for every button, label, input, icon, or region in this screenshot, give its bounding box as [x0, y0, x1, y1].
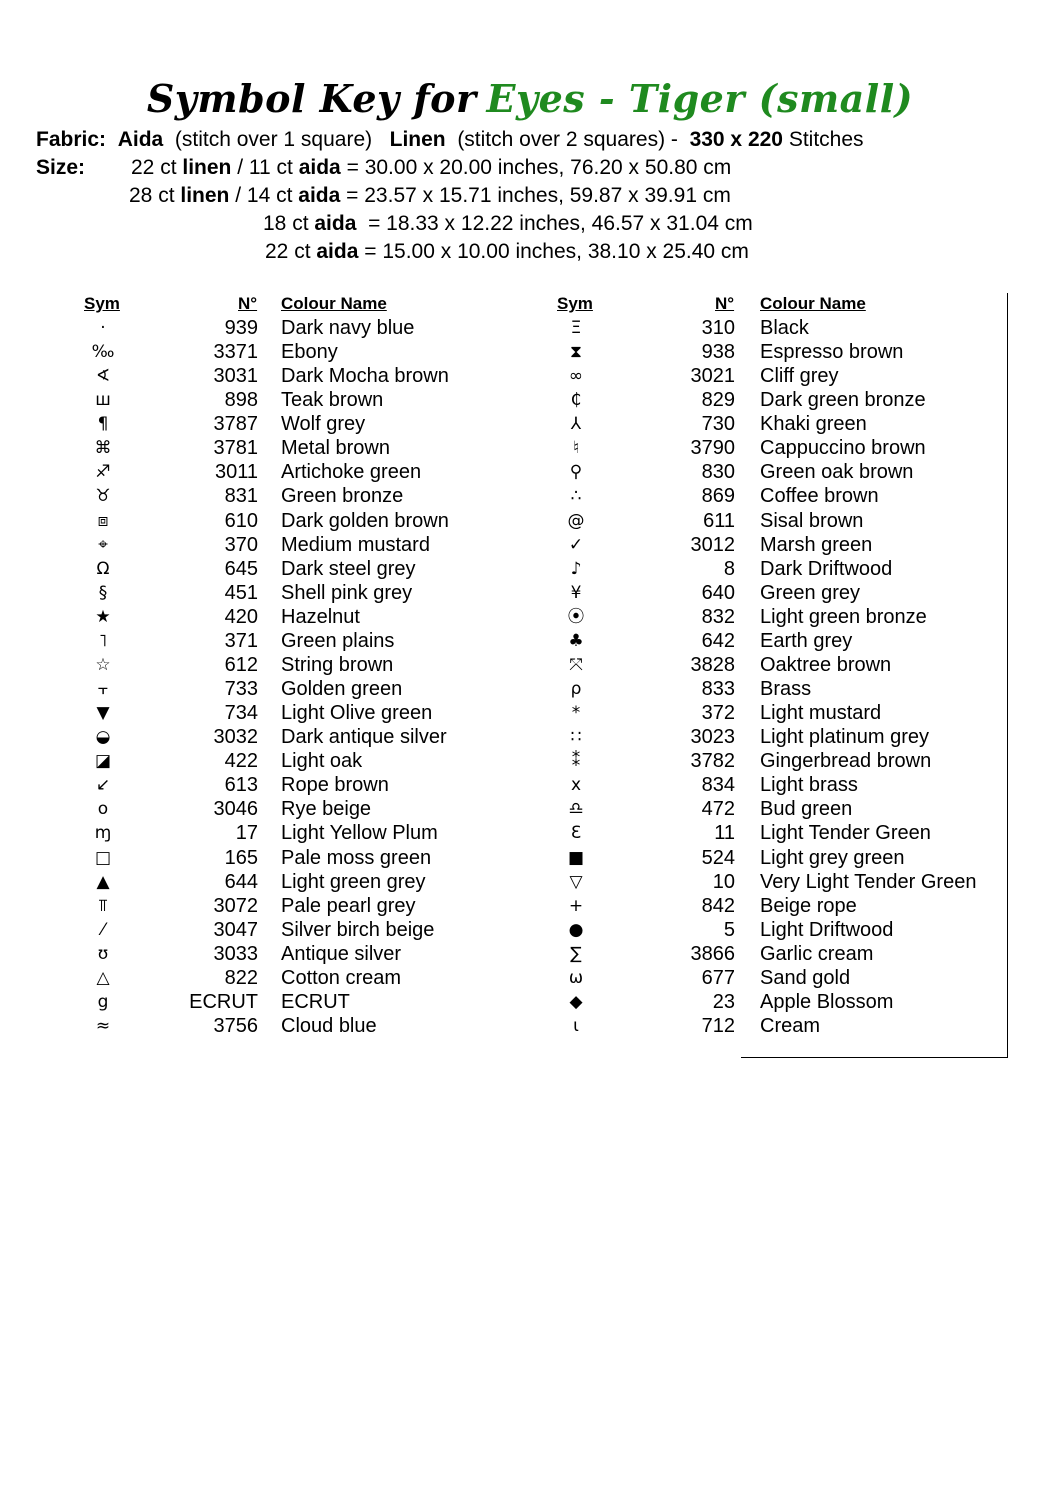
symbol-icon: ¥: [570, 582, 582, 603]
colour-name: Cappuccino brown: [760, 437, 926, 460]
symbol-icon: ■: [567, 847, 585, 868]
symbol-icon: ≈: [95, 1016, 111, 1037]
thread-number: 3046: [213, 798, 258, 821]
symbol-icon: △: [96, 967, 110, 988]
thread-number: 422: [224, 750, 258, 773]
colour-name: Very Light Tender Green: [760, 870, 977, 893]
symbol-icon: ρ: [570, 679, 582, 700]
thread-number: 3072: [213, 894, 258, 917]
thread-number: 3032: [213, 726, 258, 749]
symbol-icon: ◪: [94, 751, 112, 772]
colour-name: Dark navy blue: [281, 317, 415, 339]
header-num-left: N°: [238, 294, 258, 313]
colour-name: Dark golden brown: [281, 509, 449, 532]
symbol-icon: ⌘: [94, 438, 112, 459]
symbol-icon: ⫟: [97, 679, 109, 700]
size-1-ct: 22 ct: [131, 156, 177, 179]
symbol-icon: ♉: [95, 486, 111, 507]
colour-name: String brown: [281, 653, 394, 676]
symbol-icon: Ɛ: [570, 823, 582, 844]
thread-number: 644: [224, 870, 258, 893]
symbol-icon: g: [97, 991, 109, 1012]
colour-name: Teak brown: [281, 389, 384, 412]
colour-name: Artichoke green: [281, 461, 422, 484]
pattern-name: Eyes - Tiger (small): [486, 76, 914, 121]
thread-number: 8: [723, 557, 735, 580]
thread-number: 3790: [690, 437, 735, 460]
size-label-line: [36, 154, 85, 182]
header-sym-right: Sym: [557, 294, 593, 313]
colour-name: Pale pearl grey: [281, 894, 416, 917]
symbol-icon: ⅄: [570, 414, 582, 435]
size-3-aida: aida: [314, 212, 357, 235]
colour-name: Cliff grey: [760, 365, 839, 388]
colour-name: Rye beige: [281, 798, 372, 821]
thread-number: 310: [701, 317, 735, 339]
symbol-icon: ▼: [96, 703, 110, 724]
size-3-ct: 18 ct: [263, 212, 309, 235]
thread-number: 524: [701, 846, 735, 869]
colour-name: Dark antique silver: [281, 726, 447, 749]
colour-name: Sisal brown: [760, 509, 864, 532]
colour-name: Beige rope: [760, 894, 857, 917]
thread-number: 372: [701, 702, 735, 725]
symbol-icon: ‰: [91, 342, 115, 363]
symbol-icon: x: [570, 775, 582, 796]
thread-number: 822: [224, 966, 258, 989]
colour-name: Dark Mocha brown: [281, 365, 449, 388]
symbol-icon: ¶: [97, 414, 109, 435]
colour-name: Medium mustard: [281, 533, 430, 556]
colour-name: Black: [760, 317, 809, 339]
size-label: Size:: [36, 156, 86, 179]
header-sym-left: Sym: [84, 294, 120, 313]
thread-number: 3782: [690, 750, 735, 773]
symbol-icon: ▲: [96, 871, 110, 892]
title-prefix: Symbol Key for: [146, 76, 477, 121]
colour-name: Light green grey: [281, 870, 426, 893]
colour-name: Garlic cream: [760, 942, 874, 965]
thread-number: 610: [224, 509, 258, 532]
stitch-label: Stitches: [788, 128, 864, 151]
symbol-icon: ⫪: [98, 895, 108, 916]
thread-number: 830: [701, 461, 735, 484]
colour-name: Pale moss green: [281, 846, 432, 869]
thread-number: 3031: [213, 365, 258, 388]
colour-name: Marsh green: [760, 533, 873, 556]
thread-number: 611: [703, 509, 735, 532]
colour-name: Dark green bronze: [760, 389, 926, 412]
thread-number: 5: [723, 918, 735, 941]
symbol-icon: ω: [568, 967, 584, 988]
colour-name: Rope brown: [281, 774, 389, 797]
right-border-line: [1007, 293, 1008, 1057]
colour-name: Golden green: [281, 678, 403, 701]
colour-name: Gingerbread brown: [760, 750, 932, 773]
size-4-ct: 22 ct: [265, 240, 311, 263]
colour-name: Light platinum grey: [760, 726, 929, 749]
thread-number: 3033: [213, 942, 258, 965]
thread-number: 842: [701, 894, 735, 917]
colour-name: Dark Driftwood: [760, 557, 893, 580]
thread-number: 3787: [213, 413, 258, 436]
symbol-icon: ⚲: [569, 462, 583, 483]
thread-number: 420: [224, 605, 258, 628]
symbol-icon: ∞: [568, 366, 584, 387]
colour-name: Sand gold: [760, 966, 851, 989]
thread-number: 939: [224, 317, 258, 339]
thread-number: 829: [701, 389, 735, 412]
colour-name: Silver birch beige: [281, 918, 435, 941]
size-2-ct: 28 ct: [129, 184, 175, 207]
thread-number: 642: [701, 629, 735, 652]
symbol-icon: Ξ: [570, 318, 582, 338]
colour-name: Earth grey: [760, 629, 853, 652]
colour-name: Khaki green: [760, 413, 867, 436]
size-2-aida: aida: [298, 184, 341, 207]
symbol-icon: ✓: [568, 534, 584, 555]
symbol-icon: ☆: [95, 654, 111, 675]
thread-number: 370: [224, 533, 258, 556]
thread-number: 834: [701, 774, 735, 797]
symbol-icon: ◒: [95, 727, 111, 748]
symbol-icon: Ω: [96, 558, 110, 579]
symbol-icon: ♣: [568, 630, 584, 651]
symbol-icon: ∷: [570, 727, 582, 748]
colour-name: Brass: [760, 678, 812, 701]
size-1-aida: aida: [298, 156, 341, 179]
thread-number: 645: [224, 557, 258, 580]
thread-number: 23: [712, 990, 735, 1013]
colour-name: Espresso brown: [760, 341, 904, 364]
colour-name: Light Driftwood: [760, 918, 894, 941]
thread-number: 831: [224, 485, 258, 508]
thread-number: 165: [224, 846, 258, 869]
header-num-right: N°: [715, 294, 735, 313]
symbol-icon: ʊ: [97, 943, 109, 964]
thread-number: 3371: [213, 341, 258, 364]
thread-number: 3012: [690, 533, 735, 556]
thread-number: 3011: [214, 461, 258, 484]
fabric-line: [36, 126, 864, 154]
size-line-3: [263, 210, 753, 238]
colour-name: Light green bronze: [760, 605, 927, 628]
thread-number: 11: [714, 822, 735, 845]
size-line-1: [131, 154, 731, 182]
colour-name: Apple Blossom: [760, 990, 894, 1013]
symbol-icon: ⧗: [570, 342, 582, 363]
symbol-icon: ₵: [570, 390, 582, 411]
size-2-ct2: / 14 ct: [235, 184, 293, 207]
colour-name: Green grey: [760, 581, 861, 604]
thread-number: 3023: [690, 726, 735, 749]
thread-number: 3756: [213, 1015, 258, 1038]
thread-number: 371: [224, 629, 258, 652]
colour-name: Hazelnut: [281, 605, 360, 628]
thread-number: 734: [224, 702, 258, 725]
thread-number: 3781: [213, 437, 258, 460]
colour-name: Green plains: [281, 629, 395, 652]
size-1-dims: = 30.00 x 20.00 inches, 76.20 x 50.80 cm: [346, 156, 732, 179]
colour-name: Light mustard: [760, 702, 882, 725]
symbol-icon: ⦿: [567, 606, 585, 627]
colour-name: Dark steel grey: [281, 557, 416, 580]
symbol-icon: ∑: [570, 943, 582, 964]
stitch-count: 330 x 220: [689, 128, 783, 151]
size-line-4: [265, 238, 749, 266]
colour-name: Shell pink grey: [281, 581, 413, 604]
symbol-icon: □: [94, 847, 112, 868]
thread-number: 10: [712, 870, 735, 893]
colour-name: Green oak brown: [760, 461, 914, 484]
fabric-label: Fabric:: [36, 128, 107, 151]
colour-name: Light grey green: [760, 846, 905, 869]
symbol-icon: ●: [568, 919, 584, 940]
fabric-aida: Aida: [117, 128, 164, 151]
size-1-ct2: / 11 ct: [237, 156, 293, 179]
symbol-icon: *: [571, 703, 581, 724]
symbol-icon: ♐: [95, 462, 111, 483]
symbol-icon: ˥: [98, 630, 108, 651]
colour-name: Oaktree brown: [760, 653, 892, 676]
fabric-aida-note: (stitch over 1 square): [174, 128, 373, 151]
thread-number: 612: [224, 653, 258, 676]
colour-name: Cotton cream: [281, 966, 402, 989]
thread-number: 17: [235, 822, 258, 845]
symbol-icon: ↙: [95, 775, 111, 796]
size-1-linen: linen: [182, 156, 232, 179]
colour-name: Light Tender Green: [760, 822, 931, 845]
symbol-icon: ◆: [569, 991, 583, 1012]
thread-number: 3047: [213, 918, 258, 941]
colour-name: Cream: [760, 1015, 821, 1038]
symbol-icon: @: [567, 510, 585, 531]
symbol-icon: ♪: [570, 558, 582, 579]
symbol-icon: ⌖: [98, 534, 108, 555]
symbol-icon: ∴: [570, 486, 582, 507]
thread-number: 472: [701, 798, 735, 821]
thread-number: 712: [701, 1015, 735, 1038]
colour-name: Light Olive green: [281, 702, 433, 725]
thread-number: 832: [701, 605, 735, 628]
symbol-icon: §: [98, 582, 108, 603]
page-title: [0, 76, 1060, 121]
colour-name: Metal brown: [281, 437, 390, 460]
colour-name: Light Yellow Plum: [281, 822, 438, 845]
symbol-icon: ɩ: [573, 1016, 579, 1037]
symbol-icon: +: [568, 895, 584, 916]
thread-number: 613: [224, 774, 258, 797]
colour-name: Ebony: [281, 341, 338, 364]
colour-name: ECRUT: [281, 990, 350, 1013]
size-4-dims: = 15.00 x 10.00 inches, 38.10 x 25.40 cm: [364, 240, 749, 263]
thread-number: 677: [701, 966, 735, 989]
thread-number: 451: [224, 581, 258, 604]
colour-name: Light oak: [281, 750, 363, 773]
symbol-icon: ⤧: [569, 654, 583, 675]
size-2-linen: linen: [180, 184, 230, 207]
symbol-icon: ·: [100, 318, 106, 338]
thread-number: 733: [224, 678, 258, 701]
thread-number: 3828: [690, 653, 735, 676]
symbol-icon: ★: [95, 606, 111, 627]
thread-number: 938: [701, 341, 735, 364]
symbol-icon: o: [97, 799, 109, 820]
symbol-icon: ɱ: [94, 823, 112, 844]
thread-number: 833: [701, 678, 735, 701]
colour-name: Light brass: [760, 774, 858, 797]
symbol-icon: ∢: [95, 366, 111, 387]
colour-name: Antique silver: [281, 942, 402, 965]
colour-name: Green bronze: [281, 485, 404, 508]
header-name-left: Colour Name: [281, 294, 387, 313]
bottom-border-line: [741, 1057, 1008, 1058]
symbol-icon: ⁑: [571, 751, 581, 772]
colour-name: Bud green: [760, 798, 853, 821]
symbol-icon: ♮: [572, 438, 580, 459]
fabric-linen-note: (stitch over 2 squares) -: [457, 128, 678, 151]
thread-number: 3866: [690, 942, 735, 965]
size-line-2: [129, 182, 731, 210]
thread-number: 730: [701, 413, 735, 436]
symbol-icon: ⧈: [97, 510, 109, 531]
colour-name: Wolf grey: [281, 413, 366, 436]
colour-name: Cloud blue: [281, 1015, 377, 1038]
thread-number: 869: [701, 485, 735, 508]
header-name-right: Colour Name: [760, 294, 866, 313]
size-4-aida: aida: [316, 240, 359, 263]
colour-name: Coffee brown: [760, 485, 879, 508]
symbol-icon: ▽: [569, 871, 583, 892]
thread-number: 3021: [690, 365, 735, 388]
symbol-icon: ш: [95, 390, 111, 411]
symbol-icon: ⁄: [101, 919, 105, 940]
thread-number: 640: [701, 581, 735, 604]
thread-number: ECRUT: [189, 990, 258, 1013]
size-2-dims: = 23.57 x 15.71 inches, 59.87 x 39.91 cm: [346, 184, 731, 207]
thread-number: 898: [224, 389, 258, 412]
size-3-dims: = 18.33 x 12.22 inches, 46.57 x 31.04 cm: [368, 212, 753, 235]
fabric-linen: Linen: [389, 128, 446, 151]
symbol-icon: ♎: [568, 799, 584, 820]
